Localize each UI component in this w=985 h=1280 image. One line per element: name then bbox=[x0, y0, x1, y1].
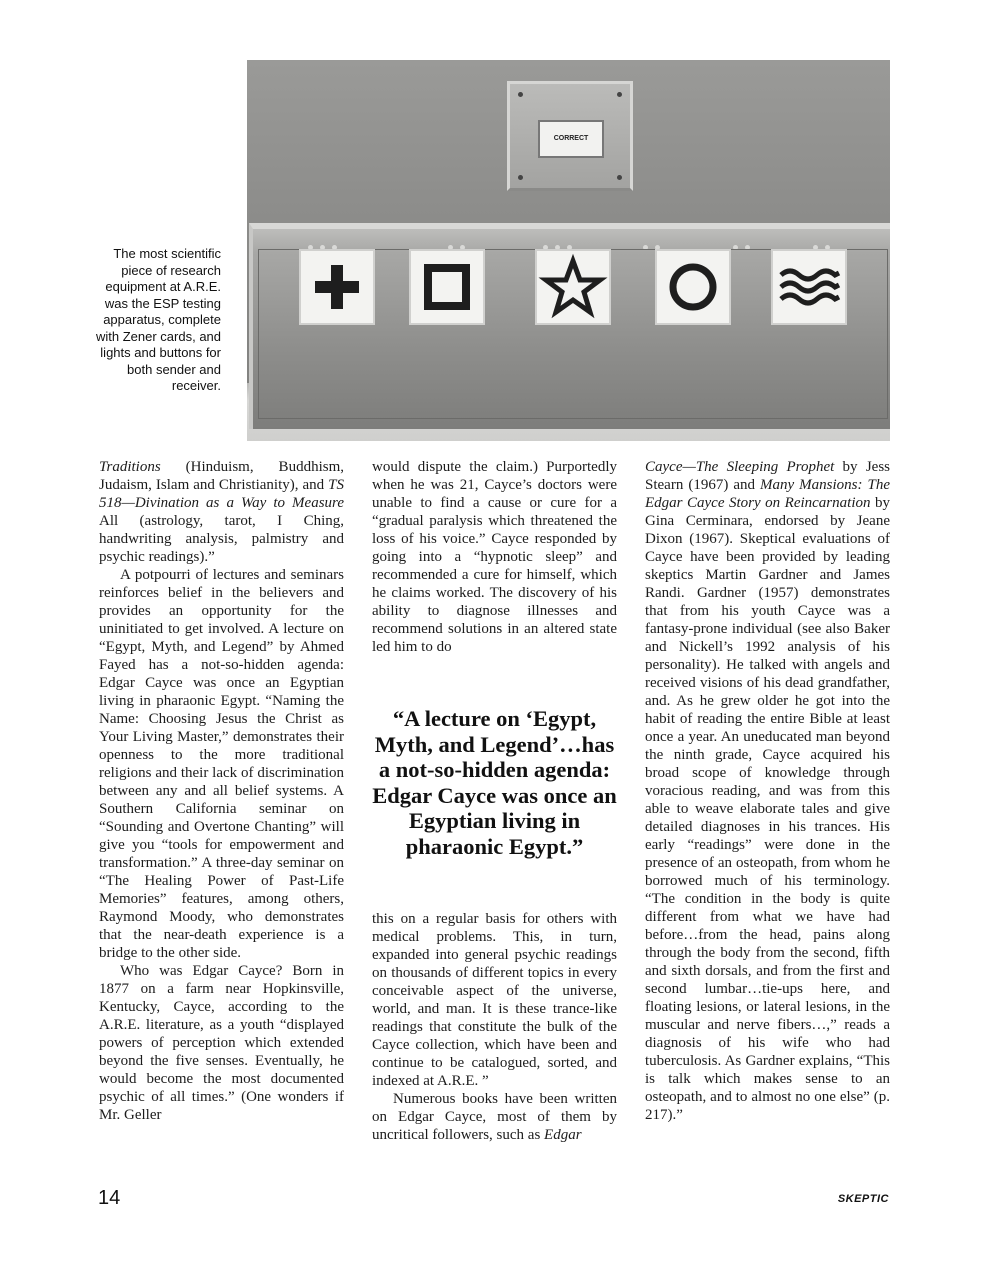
figure-caption: The most scientific piece of research equipment at A.R.E. was the ESP testing apparatus, complete with Zener cards, and lights and buttons for both sender and receiver. bbox=[96, 246, 222, 393]
paragraph: A potpourri of lectures and seminars reinforces belief in the believers and provides an opportunity for the uninitiated to get involved. A lecture on “Egypt, Myth, and Legend” by Ahmed Fayed has a not-so-hidden agenda: Edgar Cayce was once an Egyptian living in pharaonic Egypt. “Naming the Name: Choosing Jesus the Christ as Your Living Master,” demonstrates their openness to the more traditional religions and their lack of discrimination between any and all belief systems. A Southern California seminar on “Sounding and Overtone Chanting” will give you “tools for empowerment and transformation.” A three-day seminar on “The Healing Power of Past-Life Memories” features, among others, Raymond Moody, who demonstrates that the near-death experience is a bridge to the other side. bbox=[99, 567, 344, 961]
star-icon bbox=[537, 251, 609, 323]
paragraph: Numerous books have been written on Edgar Cayce, most of them by uncritical followers, such as Edgar bbox=[372, 1091, 617, 1143]
magazine-name: SKEPTIC bbox=[837, 1193, 889, 1205]
indicator-lights bbox=[733, 237, 757, 243]
esp-apparatus-photo bbox=[247, 60, 890, 441]
square-icon bbox=[411, 251, 483, 323]
text-column-2-bottom bbox=[372, 910, 617, 1144]
circle-icon bbox=[657, 251, 729, 323]
plus-icon bbox=[301, 251, 373, 323]
zener-card-waves bbox=[771, 249, 847, 325]
waves-icon bbox=[773, 251, 845, 323]
indicator-lights bbox=[543, 237, 579, 243]
indicator-lights bbox=[308, 237, 344, 243]
zener-card-square bbox=[409, 249, 485, 325]
book-title: Cayce—The Sleeping Prophet bbox=[645, 459, 835, 475]
book-title: Traditions bbox=[99, 459, 161, 475]
correct-lamp-box bbox=[507, 81, 633, 191]
correct-light-label: CORRECT bbox=[538, 120, 604, 158]
indicator-lights bbox=[643, 237, 667, 243]
paragraph: would dispute the claim.) Purportedly when he was 21, Cayce’s doctors were unable to find a cause or cure for a “gradual paralysis which threatened the loss of his voice.” Cayce responded by going into a “hypnotic sleep” and recommended a cure for himself, which he claims worked. The discovery of his ability to diagnose illnesses and recommend solutions in an altered state led him to do bbox=[372, 459, 617, 655]
zener-card-star bbox=[535, 249, 611, 325]
paragraph: Cayce—The Sleeping Prophet by Jess Stearn (1967) and Many Mansions: The Edgar Cayce Story on Reincarnation by Gina Cerminara, endorsed by Jeane Dixon (1967). Skeptical evaluations of Cayce have been provided by leading skeptics Martin Gardner and James Randi. Gardner (1957) demonstrates that from his youth Cayce was a fantasy-prone individual (see also Baker and Nickell’s 1992 analysis of his personality). He talked with angels and received visions of his dead grandfather, and. As he grew older he got into the habit of reading the entire Bible at least once a year. An uneducated man beyond the ninth grade, Cayce acquired his broad scope of knowledge through voracious reading, and was from this able to weave elaborate tales and give detailed diagnoses in his trances. His early “readings” were done in the presence of an osteopath, from whom he borrowed much of his terminology. “The condition in the body is quite different from what we have had before…from the head, pains along through the body from the second, fifth and sixth dorsals, and from the first and second lumbar…tie-ups here, and floating lesions, or lateral lesions, in the muscular and nerve fibers…,” reads a diagnosis of his wife who had tuberculosis. As Gardner explains, “This is talk which makes sense to an osteopath, and to almost no one else” (p. 217).” bbox=[645, 459, 890, 1123]
book-title: Many Mansions: The Edgar Cayce Story on Reincarnation bbox=[645, 477, 890, 511]
text-column-2-top bbox=[372, 458, 617, 656]
paragraph: this on a regular basis for others with medical problems. This, in turn, expanded into general psychic readings on thousands of different topics in every conceivable aspect of the universe, world, and man. It is these trance-like readings that constitute the bulk of the Cayce collection, which have been and continue to be catalogued, sorted, and indexed at A.R.E. ” bbox=[372, 911, 617, 1089]
book-title: Edgar bbox=[544, 1127, 582, 1143]
indicator-lights bbox=[448, 237, 472, 243]
page-number: 14 bbox=[98, 1187, 121, 1209]
text-column-1 bbox=[99, 458, 344, 1124]
text-column-3 bbox=[645, 458, 890, 1124]
indicator-lights bbox=[813, 237, 837, 243]
zener-card-plus bbox=[299, 249, 375, 325]
book-title: TS 518—Divination as a Way to Measure bbox=[99, 477, 344, 511]
pull-quote: “A lecture on ‘Egypt, Myth, and Legend’…has a not-so-hidden agenda: Edgar Cayce was once an Egyptian living in pharaonic Egypt.” bbox=[372, 706, 617, 859]
paragraph: Who was Edgar Cayce? Born in 1877 on a farm near Hopkinsville, Kentucky, Cayce, according to the A.R.E. literature, as a youth “displayed powers of perception which extended beyond the five senses. Eventually, he would become the most documented psychic of all times.” (One wonders if Mr. Geller bbox=[99, 963, 344, 1123]
paragraph: Traditions (Hinduism, Buddhism, Judaism, Islam and Christianity), and TS 518—Divination as a Way to Measure All (astrology, tarot, I Ching, handwriting analysis, palmistry and psychic readings).” bbox=[99, 459, 344, 565]
zener-card-circle bbox=[655, 249, 731, 325]
